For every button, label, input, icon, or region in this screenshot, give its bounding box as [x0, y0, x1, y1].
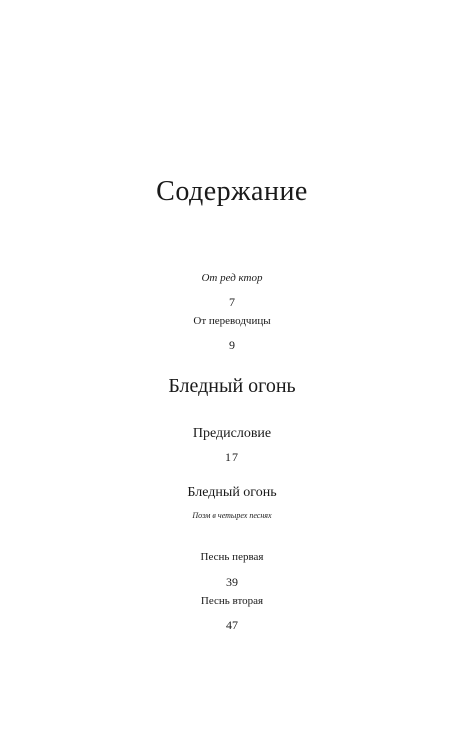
toc-entry-poem[interactable]: Бледный огонь	[187, 485, 277, 500]
toc-page-number: 7	[229, 295, 235, 309]
toc-entry-editor[interactable]: От ред ктор	[201, 272, 263, 284]
toc-page-number: 9	[229, 338, 235, 352]
toc-entry-canto-1[interactable]: Песнь первая	[200, 551, 264, 563]
toc-entry-translator[interactable]: От переводчицы	[193, 315, 271, 327]
page-title: Содержание	[156, 176, 308, 207]
toc-page-number: 39	[226, 575, 238, 589]
part-title: Бледный огонь	[168, 375, 296, 397]
poem-subtitle: Поэм в четырех песнях	[192, 511, 272, 520]
toc-page-number: 47	[226, 618, 238, 632]
toc-page-number: 17	[225, 450, 239, 464]
toc-entry-canto-2[interactable]: Песнь вторая	[200, 595, 264, 607]
toc-entry-preface[interactable]: Предисловие	[192, 426, 272, 441]
